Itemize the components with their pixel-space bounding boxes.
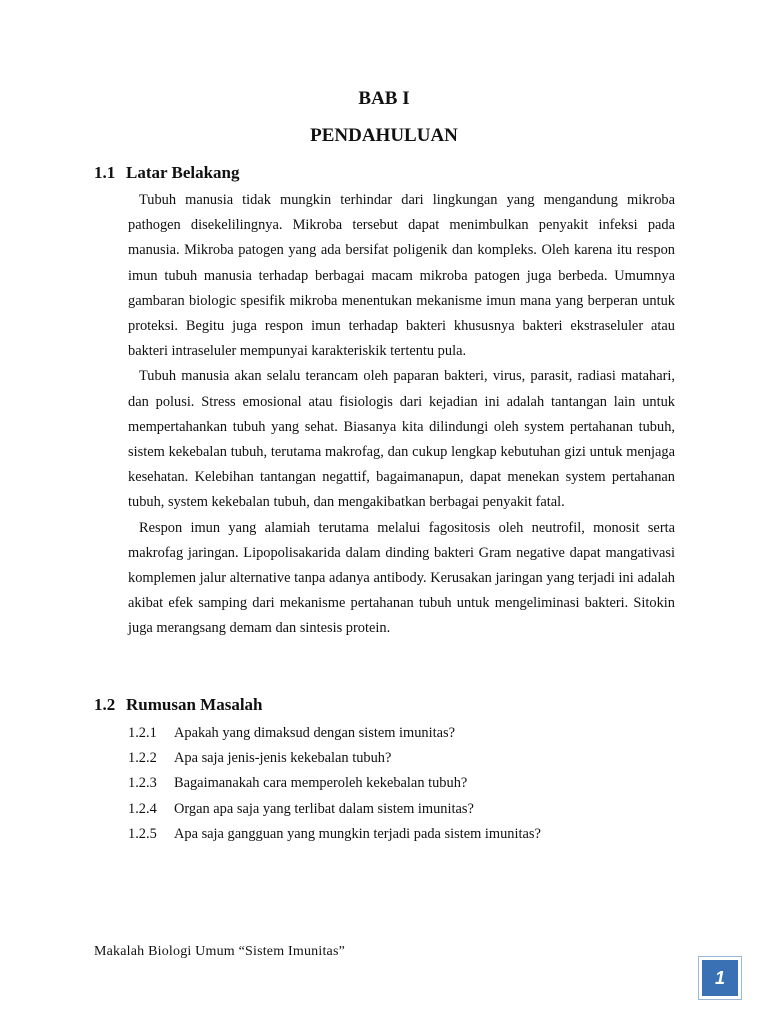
section-number: 1.2 (94, 695, 116, 714)
section-heading-latar-belakang (94, 163, 240, 183)
page-number-box (698, 956, 742, 1000)
question-text: Apa saja jenis-jenis kekebalan tubuh? (174, 750, 392, 767)
chapter-title: PENDAHULUAN (310, 125, 458, 146)
chapter-label: BAB I (358, 88, 410, 109)
question-list (128, 721, 541, 847)
paragraph: Tubuh manusia tidak mungkin terhindar dari lingkungan yang mengandung mikroba pathogen disekelilingnya. Mikroba tersebut dapat menimbulkan penyakit infeksi pada manusia. Mikroba patogen yang ada bersifat poligenik dan kompleks. Oleh karena itu respon imun tubuh manusia terhadap berbagai macam mikroba patogen juga berbeda. Umumnya gambaran biologic spesifik mikroba menentukan mekanisme imun mana yang berperan untuk proteksi. Begitu juga respon imun terhadap bakteri khususnya bakteri ekstraseluler atau bakteri intraseluler mempunyai karakteriskik tertentu pula. (128, 192, 675, 360)
list-item (128, 771, 541, 796)
page-number: 1 (702, 960, 738, 996)
question-text: Apa saja gangguan yang mungkin terjadi pada sistem imunitas? (174, 825, 541, 842)
list-item (128, 746, 541, 771)
list-item (128, 797, 541, 822)
question-text: Apakah yang dimaksud dengan sistem imunitas? (174, 725, 455, 741)
paragraph: Respon imun yang alamiah terutama melalui fagositosis oleh neutrofil, monosit serta makrofag jaringan. Lipopolisakarida dalam dinding bakteri Gram negative dapat mangativasi komplemen jalur alternative tanpa adanya antibody. Kerusakan jaringan yang terjadi ini adalah akibat efek samping dari mekanisme pertahanan tubuh untuk mengeliminasi bakteri. Sitokin juga merangsang demam dan sintesis protein. (128, 519, 675, 637)
question-text: Bagaimanakah cara memperoleh kekebalan tubuh? (174, 775, 468, 792)
question-number: 1.2.3 (128, 775, 157, 792)
section-heading-rumusan-masalah (94, 695, 263, 715)
list-item (128, 721, 541, 746)
footer-title: Makalah Biologi Umum “Sistem Imunitas” (94, 944, 346, 959)
section-number: 1.1 (94, 163, 116, 182)
question-number: 1.2.2 (128, 750, 157, 767)
question-number: 1.2.5 (128, 825, 157, 842)
question-number: 1.2.1 (128, 725, 157, 741)
question-text: Organ apa saja yang terlibat dalam sistem imunitas? (174, 800, 474, 817)
list-item (128, 822, 541, 847)
section-title: Rumusan Masalah (126, 695, 263, 714)
section-title: Latar Belakang (126, 163, 240, 182)
question-number: 1.2.4 (128, 800, 157, 817)
latar-belakang-body (128, 188, 675, 642)
paragraph: Tubuh manusia akan selalu terancam oleh paparan bakteri, virus, parasit, radiasi matahari, dan polusi. Stress emosional atau fisiologis dari kejadian ini adalah tantangan lain untuk mempertahankan tubuh yang sehat. Biasanya kita dilindungi oleh system pertahanan tubuh, sistem kekebalan tubuh, terutama makrofag, dan cukup lengkap kebutuhan gizi untuk menjaga kesehatan. Kelebihan tantangan negattif, bagaimanapun, dapat menekan system pertahanan tubuh, system kekebalan tubuh, dan mengakibatkan berbagai penyakit fatal. (128, 368, 675, 511)
